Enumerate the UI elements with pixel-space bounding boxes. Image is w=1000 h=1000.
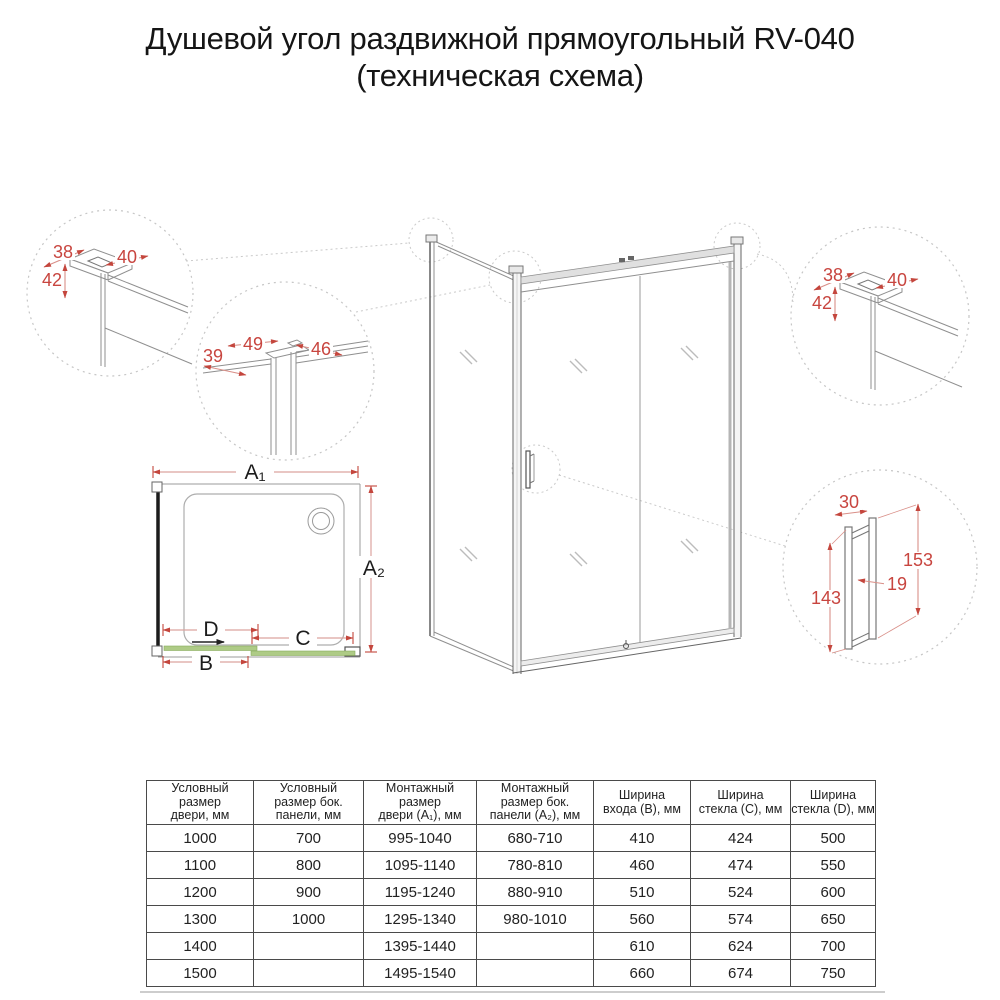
plan-label-a2: A₂ — [362, 557, 386, 580]
dim-153: 153 — [902, 550, 934, 570]
title-line-2: (техническая схема) — [356, 58, 644, 93]
side-panel — [426, 235, 516, 672]
table-row — [147, 825, 876, 852]
table-row — [147, 906, 876, 933]
table-cell: 800 — [254, 852, 364, 879]
dim-40-right: 40 — [886, 270, 908, 290]
table-header-cell: Условный размер бок. панели, мм — [254, 781, 364, 825]
plan-view — [152, 461, 391, 675]
table-cell: 900 — [254, 879, 364, 906]
table-cell: 660 — [594, 960, 691, 987]
table-header-cell: Ширина стекла (D), мм — [791, 781, 876, 825]
table-cell: 500 — [791, 825, 876, 852]
table-cell: 550 — [791, 852, 876, 879]
table-header-cell: Монтажный размер двери (A₁), мм — [364, 781, 477, 825]
table-row — [147, 879, 876, 906]
table-cell: 1500 — [147, 960, 254, 987]
table-header-cell: Условный размер двери, мм — [147, 781, 254, 825]
main-isometric-view — [426, 235, 743, 674]
detail-circle-left-profile — [40, 242, 192, 367]
table-row — [147, 960, 876, 987]
detail-circle-handle — [810, 492, 935, 653]
table-cell: 1300 — [147, 906, 254, 933]
table-cell: 1295-1340 — [364, 906, 477, 933]
table-cell: 600 — [791, 879, 876, 906]
table-cell: 1000 — [147, 825, 254, 852]
sliding-door-glass — [640, 262, 730, 643]
table-cell: 700 — [254, 825, 364, 852]
detail-circle-right-profile — [810, 265, 962, 390]
table-cell: 650 — [791, 906, 876, 933]
dim-39: 39 — [202, 346, 224, 366]
table-cell: 1095-1140 — [364, 852, 477, 879]
detail-circle-corner-profile — [201, 334, 368, 455]
table-header-row — [147, 781, 876, 825]
table-cell: 1200 — [147, 879, 254, 906]
plan-dimensions — [153, 461, 391, 675]
size-table — [146, 780, 876, 987]
table-cell: 424 — [691, 825, 791, 852]
plan-label-a1: A₁ — [244, 461, 266, 484]
door-handle — [526, 451, 534, 488]
dim-46: 46 — [310, 339, 332, 359]
table-cell — [477, 960, 594, 987]
table-cell: 460 — [594, 852, 691, 879]
table-cell: 880-910 — [477, 879, 594, 906]
table-cell: 1395-1440 — [364, 933, 477, 960]
plan-label-c: C — [295, 627, 311, 650]
table-cell — [254, 933, 364, 960]
dim-42-left: 42 — [41, 270, 63, 290]
table-cell: 1495-1540 — [364, 960, 477, 987]
dim-42-right: 42 — [811, 293, 833, 313]
table-cell: 980-1010 — [477, 906, 594, 933]
table-cell: 524 — [691, 879, 791, 906]
dim-38-right: 38 — [822, 265, 844, 285]
table-row — [147, 852, 876, 879]
dim-19: 19 — [886, 574, 908, 594]
table-cell: 680-710 — [477, 825, 594, 852]
table-cell: 995-1040 — [364, 825, 477, 852]
table-cell: 1100 — [147, 852, 254, 879]
dim-40-left: 40 — [116, 247, 138, 267]
bottom-divider — [140, 991, 885, 993]
table-cell: 1000 — [254, 906, 364, 933]
plan-label-b: B — [198, 652, 214, 675]
table-row — [147, 933, 876, 960]
front-frame — [509, 237, 743, 674]
dim-38-left: 38 — [52, 242, 74, 262]
plan-frame — [152, 482, 360, 657]
dim-143: 143 — [810, 588, 842, 608]
table-header-cell: Монтажный размер бок. панели (A₂), мм — [477, 781, 594, 825]
table-cell — [477, 933, 594, 960]
table-cell: 750 — [791, 960, 876, 987]
leader-lines — [186, 218, 793, 546]
table-cell: 610 — [594, 933, 691, 960]
title-line-1: Душевой угол раздвижной прямоугольный RV-040 — [145, 21, 855, 56]
table-cell: 574 — [691, 906, 791, 933]
table-cell — [254, 960, 364, 987]
table-cell: 1400 — [147, 933, 254, 960]
table-cell: 700 — [791, 933, 876, 960]
table-cell: 674 — [691, 960, 791, 987]
table-header-cell: Ширина стекла (C), мм — [691, 781, 791, 825]
table-cell: 510 — [594, 879, 691, 906]
table-cell: 410 — [594, 825, 691, 852]
table-header-cell: Ширина входа (B), мм — [594, 781, 691, 825]
table-cell: 560 — [594, 906, 691, 933]
table-cell: 1195-1240 — [364, 879, 477, 906]
table-cell: 780-810 — [477, 852, 594, 879]
table-cell: 474 — [691, 852, 791, 879]
dim-49: 49 — [242, 334, 264, 354]
dim-30: 30 — [838, 492, 860, 512]
plan-label-d: D — [203, 618, 219, 641]
table-cell: 624 — [691, 933, 791, 960]
glass-reflection-marks — [460, 346, 698, 566]
